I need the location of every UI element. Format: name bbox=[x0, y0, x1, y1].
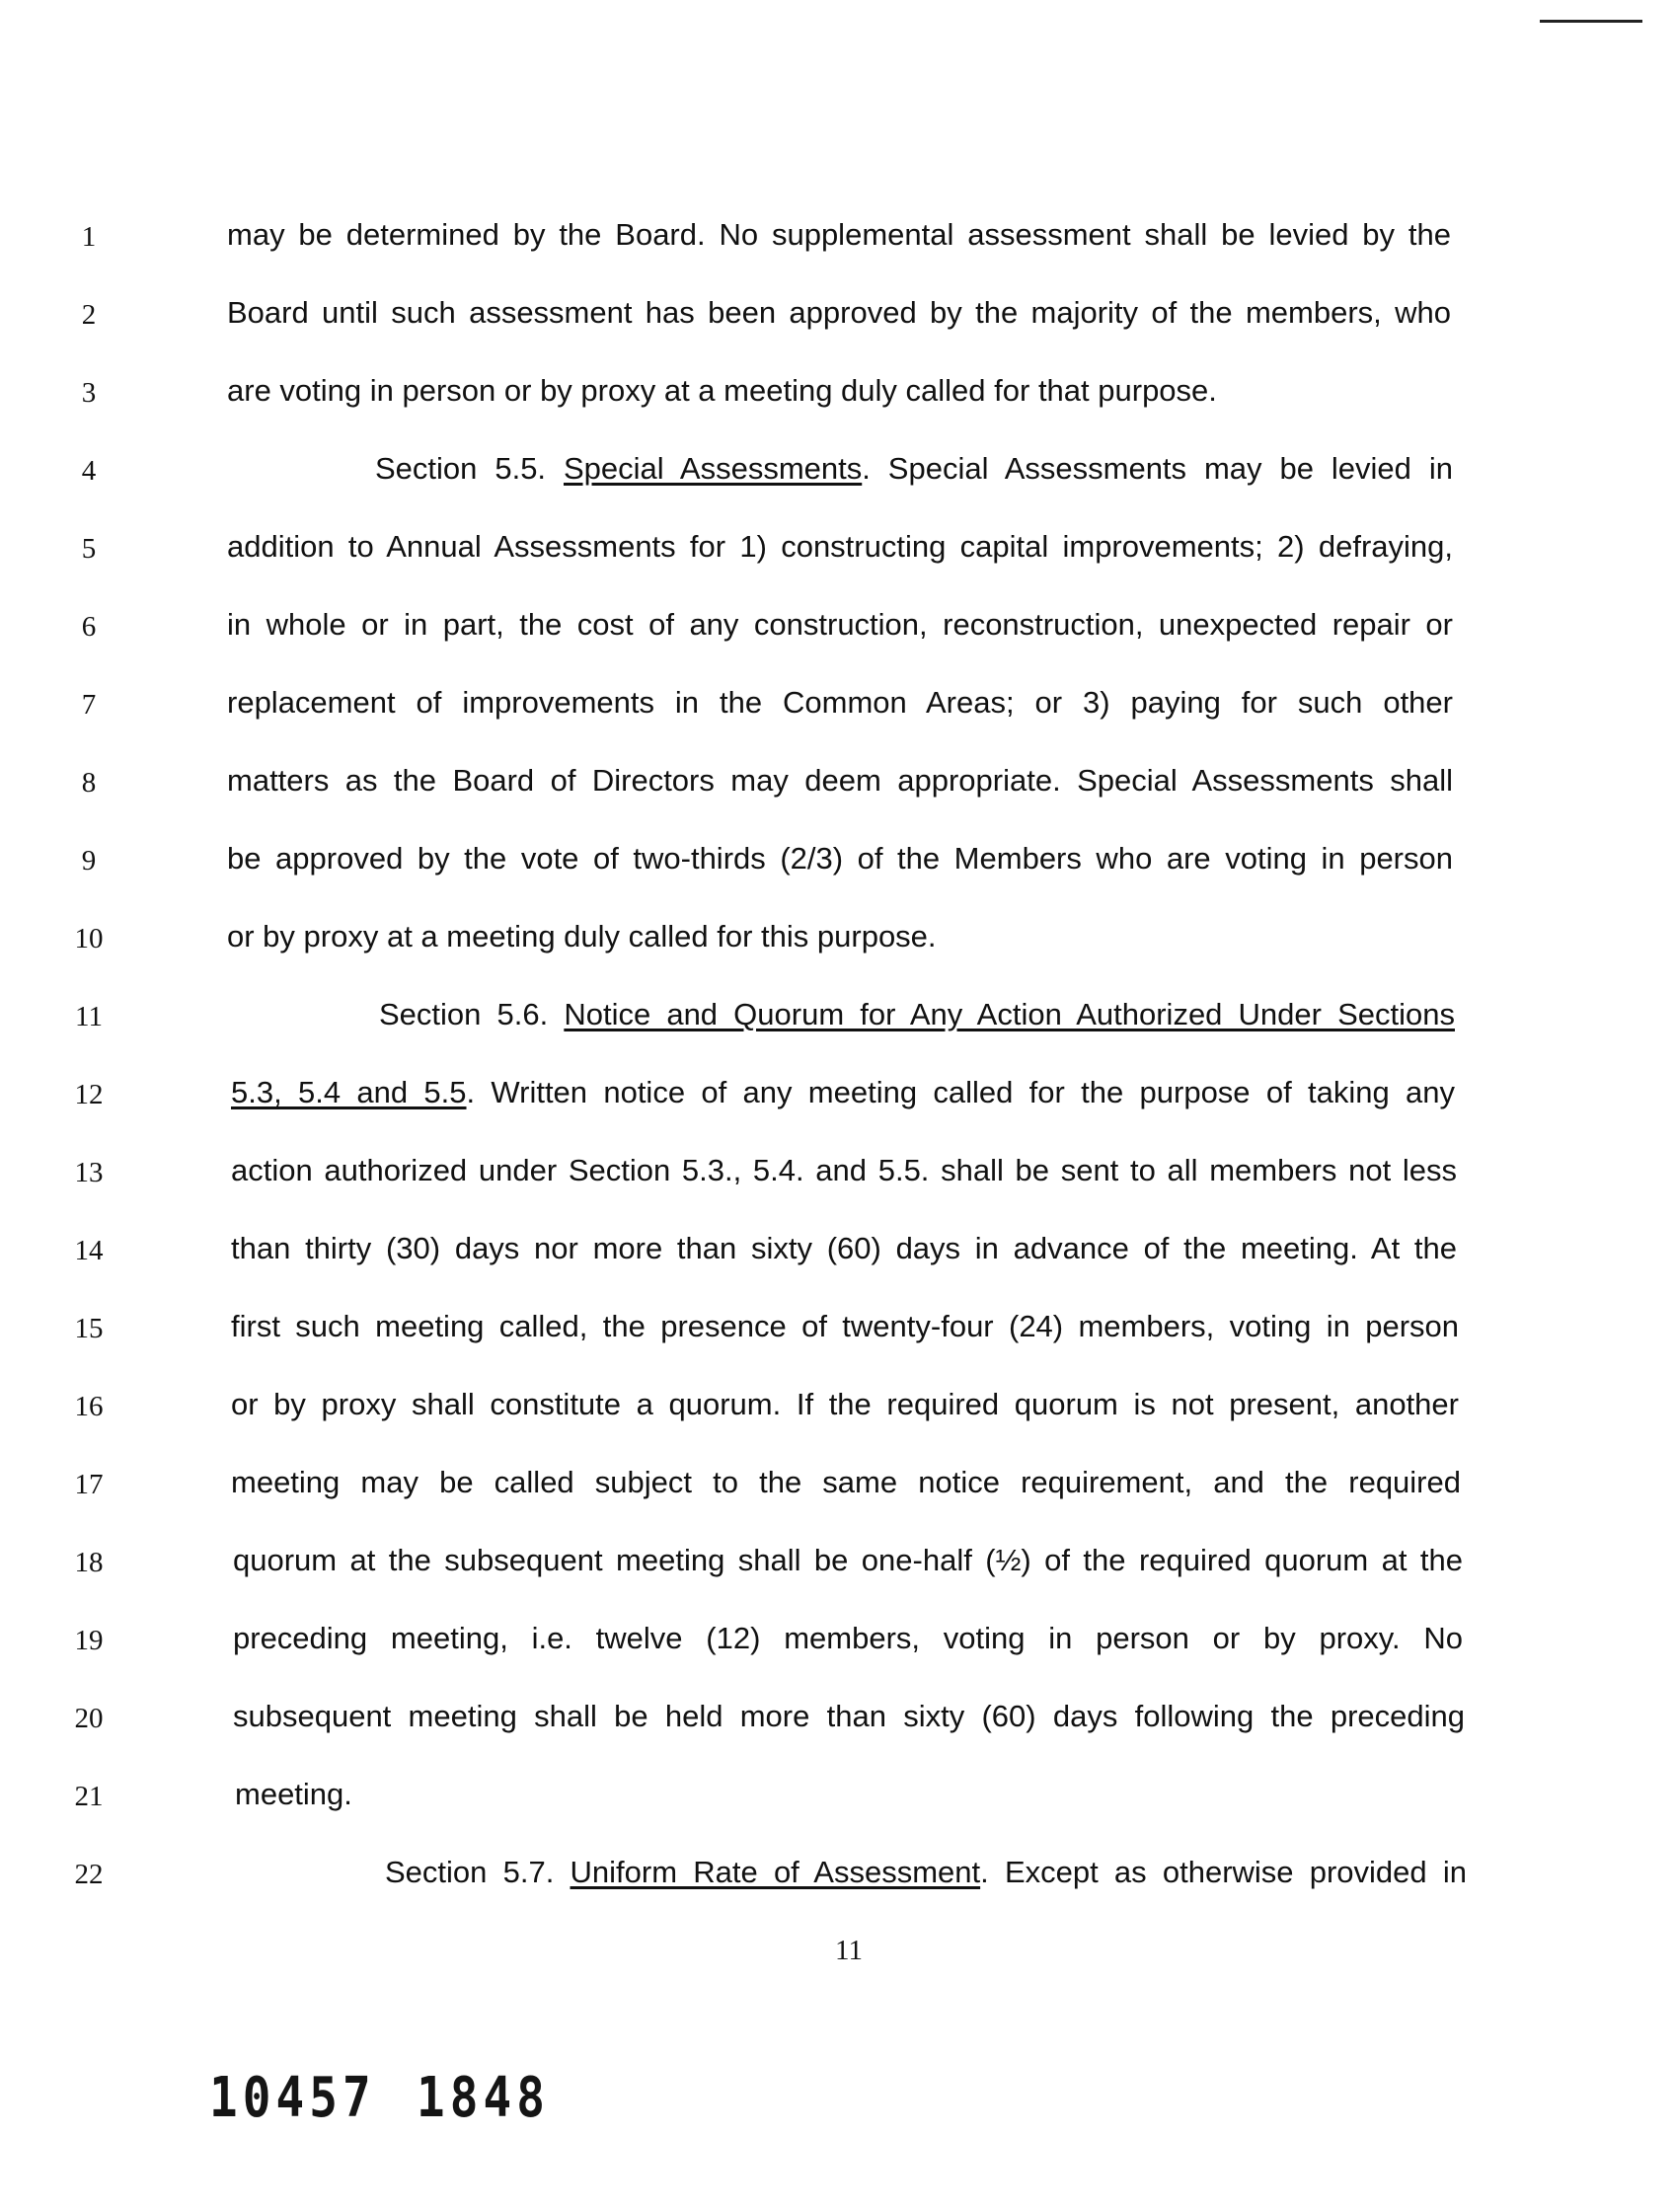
section-text: . Except as otherwise provided in bbox=[980, 1855, 1467, 1889]
text-line-12 bbox=[231, 1075, 1455, 1110]
section-5-7-heading-line bbox=[385, 1855, 1467, 1890]
text-line-14: than thirty (30) days nor more than sixty (60) days in advance of the meeting. At the bbox=[231, 1231, 1457, 1265]
text-line-6: in whole or in part, the cost of any construction, reconstruction, unexpected repair or bbox=[227, 607, 1453, 642]
text-line-17: meeting may be called subject to the same notice requirement, and the required bbox=[231, 1465, 1461, 1499]
line-number: 20 bbox=[74, 1703, 104, 1734]
line-number: 18 bbox=[74, 1547, 104, 1578]
section-5-5-heading-line bbox=[375, 451, 1453, 487]
section-title: Uniform Rate of Assessment bbox=[570, 1855, 981, 1889]
text-line-13: action authorized under Section 5.3., 5.4. and 5.5. shall be sent to all members not less bbox=[231, 1153, 1457, 1187]
text-line-2: Board until such assessment has been approved by the majority of the members, who bbox=[227, 295, 1451, 330]
text-line-21: meeting. bbox=[235, 1777, 352, 1811]
line-number: 8 bbox=[81, 767, 97, 799]
section-label: Section 5.5. bbox=[375, 451, 564, 486]
section-text: . Special Assessments may be levied in bbox=[862, 451, 1453, 486]
top-edge-rule bbox=[1540, 20, 1642, 23]
line-number: 11 bbox=[75, 1001, 103, 1032]
text-line-5: addition to Annual Assessments for 1) constructing capital improvements; 2) defraying, bbox=[227, 529, 1453, 564]
section-title-continued: 5.3, 5.4 and 5.5 bbox=[231, 1075, 467, 1109]
line-number: 16 bbox=[74, 1391, 104, 1422]
line-number: 15 bbox=[74, 1313, 104, 1344]
line-number: 3 bbox=[81, 377, 97, 409]
section-label: Section 5.7. bbox=[385, 1855, 571, 1889]
section-title: Special Assessments bbox=[564, 451, 863, 486]
line-number: 9 bbox=[81, 845, 97, 877]
line-number: 4 bbox=[81, 455, 97, 487]
line-number: 1 bbox=[81, 221, 97, 253]
text-line-7: replacement of improvements in the Common Areas; or 3) paying for such other bbox=[227, 685, 1453, 720]
line-number: 19 bbox=[74, 1625, 104, 1656]
text-line-9: be approved by the vote of two-thirds (2/3) of the Members who are voting in person bbox=[227, 841, 1453, 876]
text-line-1: may be determined by the Board. No supplemental assessment shall be levied by the bbox=[227, 217, 1451, 252]
line-number: 21 bbox=[74, 1781, 104, 1812]
section-label: Section 5.6. bbox=[379, 997, 565, 1031]
section-title: Notice and Quorum for Any Action Authorized Under Sections bbox=[564, 997, 1455, 1031]
line-number: 12 bbox=[74, 1079, 104, 1110]
line-number: 10 bbox=[74, 923, 104, 954]
text-line-3: are voting in person or by proxy at a meeting duly called for that purpose. bbox=[227, 373, 1217, 408]
section-5-6-heading-line bbox=[379, 997, 1455, 1032]
text-line-18: quorum at the subsequent meeting shall be one-half (½) of the required quorum at the bbox=[233, 1543, 1463, 1577]
text-line-10: or by proxy at a meeting duly called for this purpose. bbox=[227, 919, 937, 953]
recording-stamp-book: 10457 bbox=[209, 2066, 376, 2130]
line-number: 5 bbox=[81, 533, 97, 565]
text-line-8: matters as the Board of Directors may deem appropriate. Special Assessments shall bbox=[227, 763, 1453, 798]
section-text: . Written notice of any meeting called for the purpose of taking any bbox=[466, 1075, 1455, 1109]
recording-stamp-page: 1848 bbox=[417, 2066, 551, 2130]
text-line-15: first such meeting called, the presence of twenty-four (24) members, voting in person bbox=[231, 1309, 1459, 1343]
line-number: 13 bbox=[74, 1157, 104, 1188]
line-number: 2 bbox=[81, 299, 97, 331]
line-number: 17 bbox=[74, 1469, 104, 1500]
text-line-16: or by proxy shall constitute a quorum. If the required quorum is not present, another bbox=[231, 1387, 1459, 1421]
page-number: 11 bbox=[835, 1935, 863, 1966]
text-line-20: subsequent meeting shall be held more than sixty (60) days following the preceding bbox=[233, 1699, 1465, 1733]
text-line-19: preceding meeting, i.e. twelve (12) members, voting in person or by proxy. No bbox=[233, 1621, 1463, 1655]
line-number: 14 bbox=[74, 1235, 104, 1266]
line-number: 22 bbox=[74, 1859, 104, 1890]
line-number: 6 bbox=[81, 611, 97, 643]
line-number: 7 bbox=[81, 689, 97, 721]
